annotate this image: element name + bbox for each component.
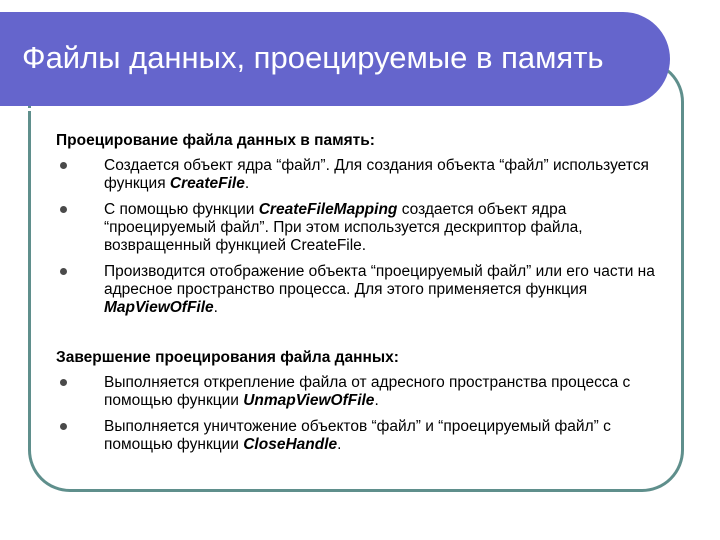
function-name: CloseHandle (243, 436, 338, 453)
bullet-dot-icon (60, 162, 67, 169)
slide-title: Файлы данных, проецируемые в память (22, 40, 604, 75)
bullet-list-mapping (56, 157, 676, 317)
section-heading-unmapping: Завершение проецирования файла данных: (56, 349, 399, 366)
list-item (56, 263, 676, 317)
bullet-dot-icon (60, 206, 67, 213)
title-bar (0, 12, 670, 106)
section-gap (56, 325, 676, 348)
item-text: С помощью функции (104, 201, 259, 218)
item-text-after: . (337, 436, 342, 453)
item-text-after: . (244, 175, 250, 192)
item-text-after: . (374, 392, 379, 409)
slide-content (56, 131, 676, 462)
bullet-list-unmapping (56, 374, 676, 454)
item-text: Создается объект ядра “файл”. Для создания объекта “файл” используется функция (104, 157, 649, 192)
item-text: Выполняется уничтожение объектов “файл” и “проецируемый файл” с помощью функции (104, 418, 611, 453)
function-name: CreateFileMapping (258, 201, 398, 218)
function-name: CreateFile (169, 175, 245, 192)
item-text-after: создается объект ядра “проецируемый файл”. При этом используется дескриптор файла, возвращенный функцией CreateFile. (104, 201, 583, 254)
bullet-dot-icon (60, 423, 67, 430)
section-heading-mapping: Проецирование файла данных в память: (56, 132, 375, 149)
item-text-after: . (213, 299, 218, 316)
bullet-dot-icon (60, 268, 67, 275)
function-name: UnmapViewOfFile (243, 392, 375, 409)
item-text: Выполняется открепление файла от адресного пространства процесса с помощью функции (104, 374, 631, 409)
list-item (56, 157, 676, 193)
list-item (56, 418, 676, 454)
list-item (56, 374, 676, 410)
function-name: MapViewOfFile (104, 299, 214, 316)
item-text: Производится отображение объекта “проецируемый файл” или его части на адресное пространство процесса. Для этого применяется функция (104, 263, 655, 298)
list-item (56, 201, 676, 255)
bullet-dot-icon (60, 379, 67, 386)
title-underline (0, 108, 636, 111)
